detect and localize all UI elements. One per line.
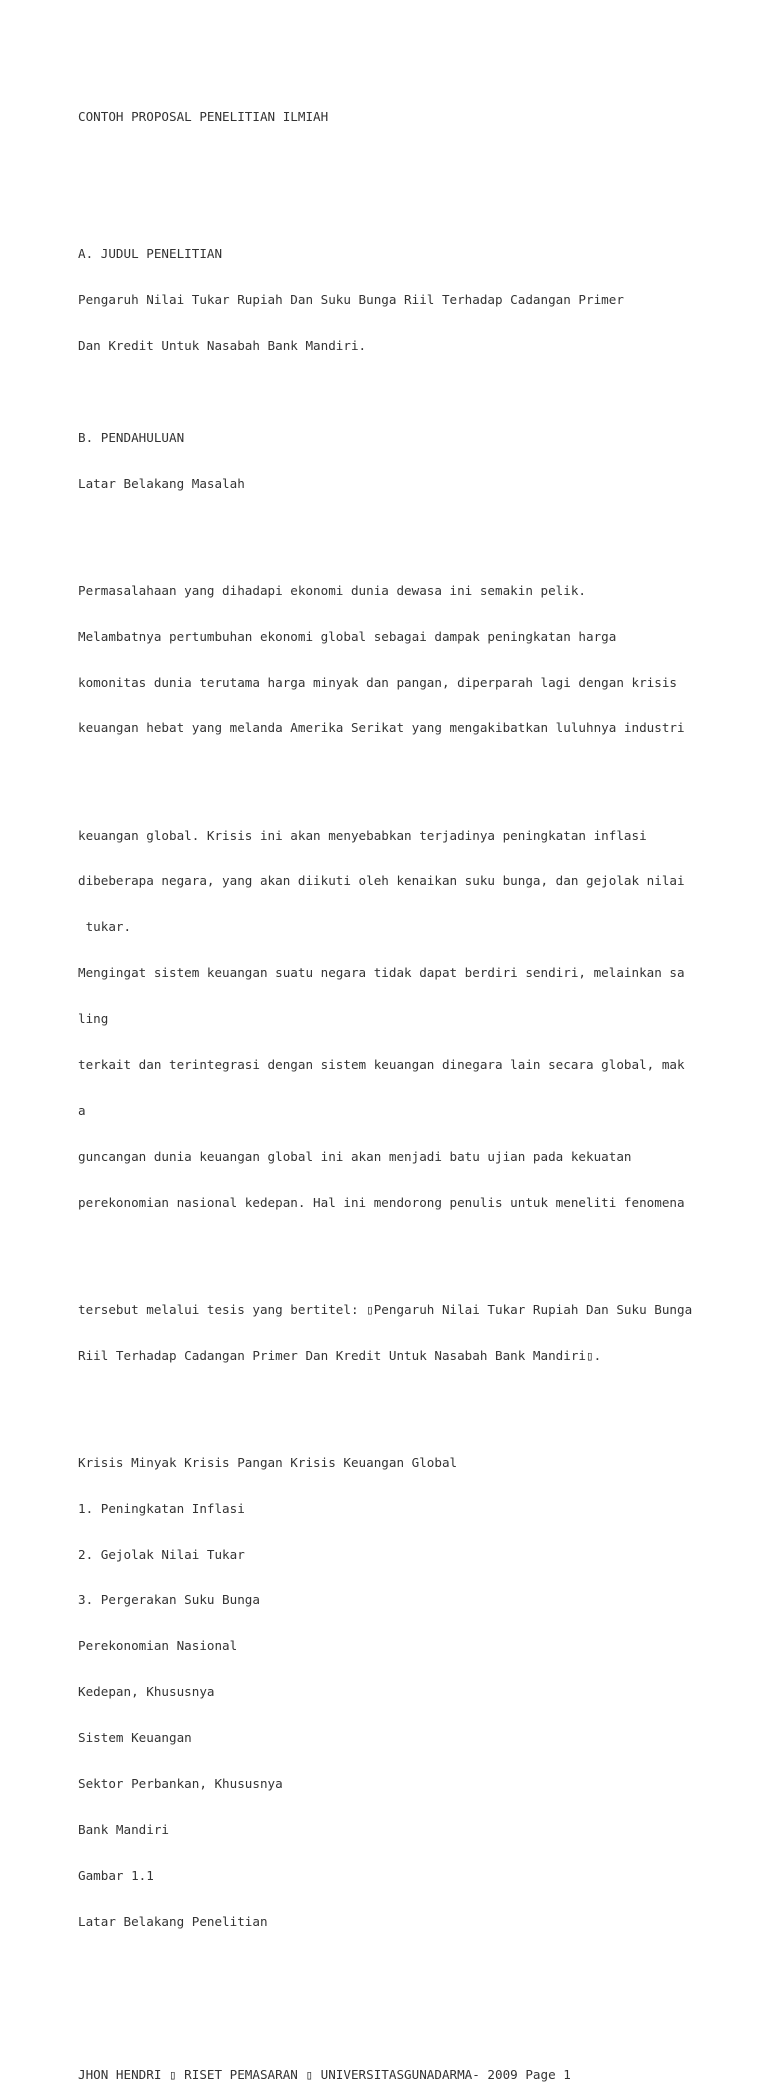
paragraph-line: guncangan dunia keuangan global ini akan menjadi batu ujian pada kekuatan <box>78 1148 632 1164</box>
spacer <box>78 384 738 399</box>
page-footer: JHON HENDRI ▯ RISET PEMASARAN ▯ UNIVERSITASGUNADARMA- 2009 Page 1 <box>78 2066 571 2082</box>
research-title-line: Pengaruh Nilai Tukar Rupiah Dan Suku Bunga Riil Terhadap Cadangan Primer <box>78 292 624 308</box>
figure-caption-title: Latar Belakang Penelitian <box>78 1913 268 1929</box>
spacer <box>78 200 738 215</box>
paragraph-line: Melambatnya pertumbuhan ekonomi global sebagai dampak peningkatan harga <box>78 628 617 644</box>
section-b-heading: B. PENDAHULUAN <box>78 429 185 445</box>
paragraph-line: terkait dan terintegrasi dengan sistem keuangan dinegara lain secara global, mak <box>78 1057 685 1072</box>
paragraph-line: a <box>78 1102 86 1118</box>
figure-text-line: Krisis Minyak Krisis Pangan Krisis Keuangan Global <box>78 1454 458 1470</box>
paragraph-line: perekonomian nasional kedepan. Hal ini mendorong penulis untuk meneliti fenomena <box>78 1194 685 1210</box>
paragraph-line: Permasalahaan yang dihadapi ekonomi dunia dewasa ini semakin pelik. <box>78 582 586 598</box>
paragraph-line: Mengingat sistem keuangan suatu negara tidak dapat berdiri sendiri, melainkan sa <box>78 965 685 981</box>
paragraph-line: keuangan hebat yang melanda Amerika Serikat yang mengakibatkan luluhnya industri <box>78 720 685 736</box>
document-page <box>78 78 738 2097</box>
figure-text-line: Kedepan, Khususnya <box>78 1684 215 1700</box>
figure-text-line: Perekonomian Nasional <box>78 1638 238 1654</box>
figure-text-line: 1. Peningkatan Inflasi <box>78 1500 245 1516</box>
figure-text-line: Sektor Perbankan, Khususnya <box>78 1775 283 1791</box>
spacer <box>78 522 738 537</box>
spacer <box>78 2005 738 2020</box>
document-title: CONTOH PROPOSAL PENELITIAN ILMIAH <box>78 108 329 124</box>
paragraph-line: tukar. <box>78 919 132 935</box>
figure-text-line: Bank Mandiri <box>78 1821 169 1837</box>
paragraph-line: komonitas dunia terutama harga minyak dan pangan, diperparah lagi dengan krisis <box>78 674 677 690</box>
paragraph-line: ling <box>78 1011 109 1027</box>
section-a-heading: A. JUDUL PENELITIAN <box>78 246 223 262</box>
figure-caption: Gambar 1.1 <box>78 1867 154 1883</box>
paragraph-line: Riil Terhadap Cadangan Primer Dan Kredit Untuk Nasabah Bank Mandiri▯. <box>78 1347 602 1363</box>
paragraph-line: keuangan global. Krisis ini akan menyebabkan terjadinya peningkatan inflasi <box>78 827 647 843</box>
figure-text-line: Sistem Keuangan <box>78 1730 192 1746</box>
research-title-line: Dan Kredit Untuk Nasabah Bank Mandiri. <box>78 338 367 354</box>
figure-text-line: 3. Pergerakan Suku Bunga <box>78 1592 260 1608</box>
figure-text-line: 2. Gejolak Nilai Tukar <box>78 1546 245 1562</box>
spacer <box>78 154 738 169</box>
spacer <box>78 1960 738 1975</box>
spacer <box>78 1394 738 1409</box>
spacer <box>78 766 738 781</box>
spacer <box>78 1241 738 1256</box>
section-b-subheading: Latar Belakang Masalah <box>78 475 245 491</box>
paragraph-line: dibeberapa negara, yang akan diikuti oleh kenaikan suku bunga, dan gejolak nilai <box>78 873 685 889</box>
paragraph-line: tersebut melalui tesis yang bertitel: ▯Pengaruh Nilai Tukar Rupiah Dan Suku Bunga <box>78 1301 693 1317</box>
